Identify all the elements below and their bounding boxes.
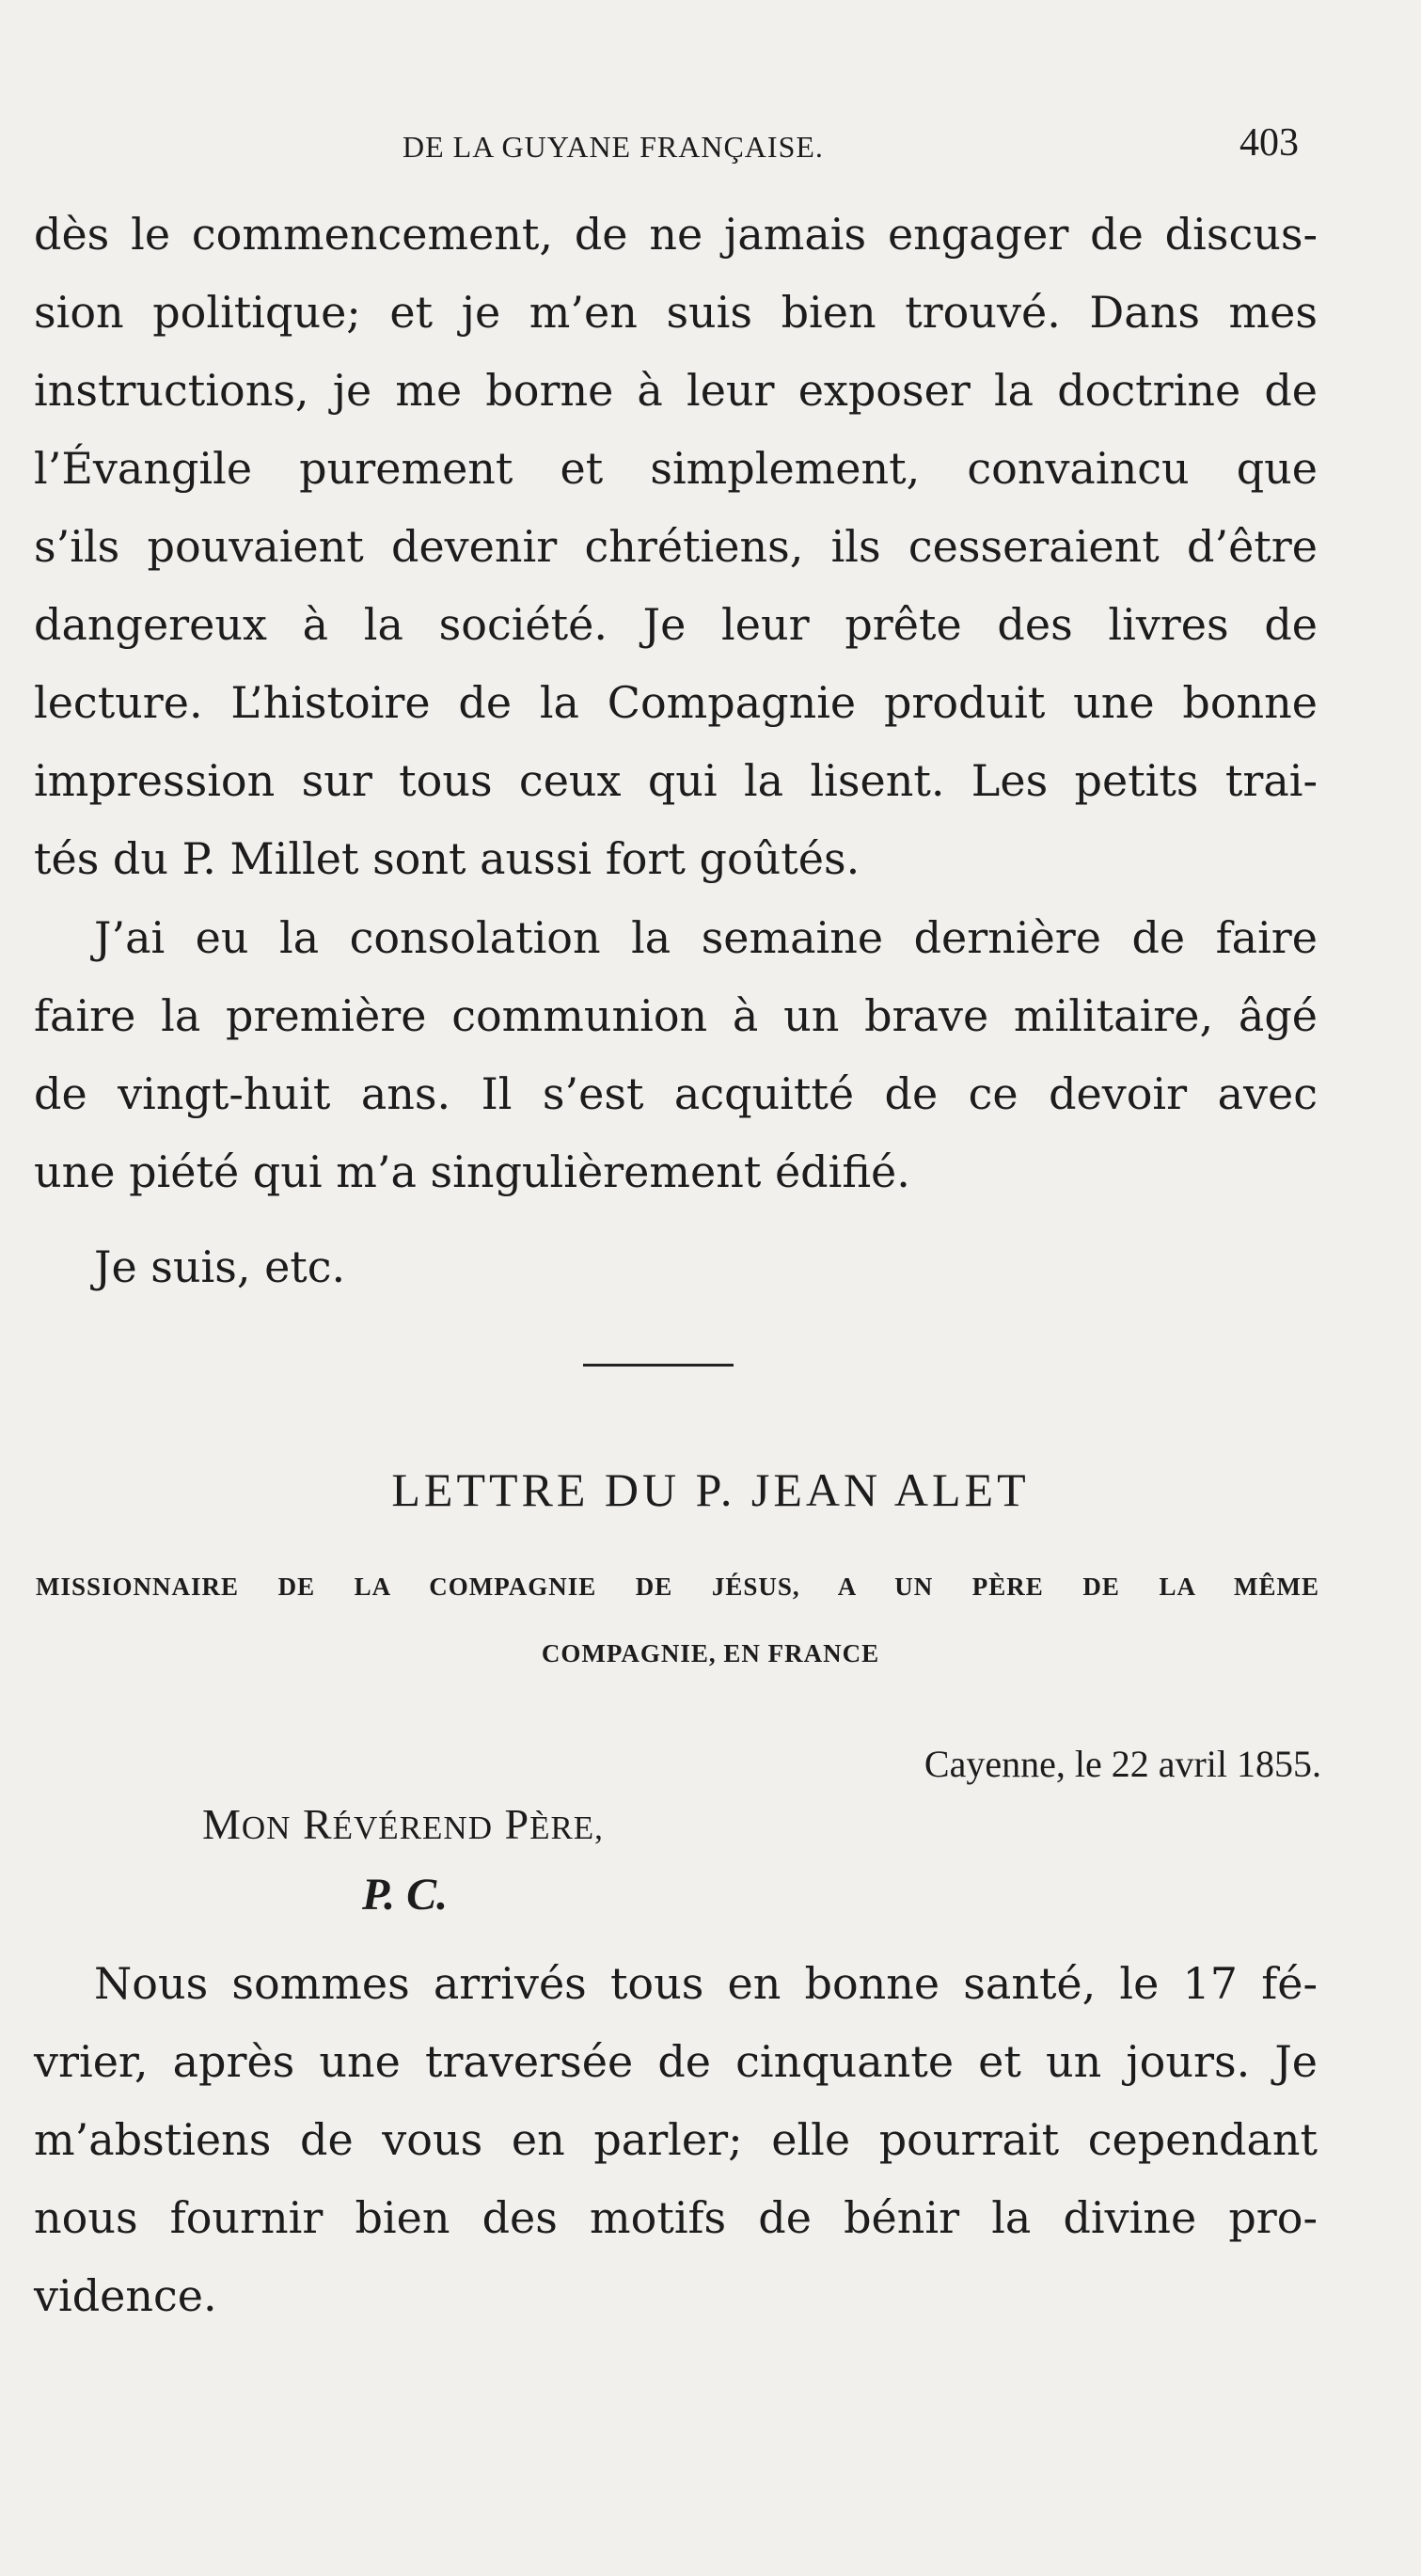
text-line: nous fournir bien des motifs de bénir la divine pro- [34, 2192, 1318, 2243]
running-title: DE LA GUYANE FRANÇAISE. [403, 130, 824, 164]
initials: P. C. [362, 1870, 449, 1920]
text-line: impression sur tous ceux qui la lisent. Les petits trai- [34, 755, 1318, 806]
letter-subtitle: MISSIONNAIRE DE LA COMPAGNIE DE JÉSUS, A UN PÈRE DE LA MÊME [36, 1572, 1319, 1601]
dateline: Cayenne, le 22 avril 1855. [924, 1743, 1321, 1785]
text-line: Nous sommes arrivés tous en bonne santé, le 17 fé- [94, 1958, 1318, 2009]
text-line: tés du P. Millet sont aussi fort goûtés. [34, 833, 860, 884]
text-line: lecture. L’histoire de la Compagnie produit une bonne [34, 677, 1318, 728]
text-line: instructions, je me borne à leur exposer la doctrine de [34, 365, 1318, 416]
text-line: J’ai eu la consolation la semaine dernière de faire [94, 912, 1318, 963]
text-line: vidence. [34, 2270, 217, 2321]
text-line: dangereux à la société. Je leur prête des livres de [34, 599, 1318, 650]
separator-rule [583, 1364, 734, 1367]
text-line: faire la première communion à un brave militaire, âgé [34, 990, 1318, 1041]
salutation: MON RÉVÉREND PÈRE, [202, 1800, 604, 1848]
text-line: vrier, après une traversée de cinquante et un jours. Je [34, 2036, 1318, 2087]
page-number: 403 [1239, 121, 1299, 165]
text-line: l’Évangile purement et simplement, convaincu que [34, 443, 1318, 494]
text-line: s’ils pouvaient devenir chrétiens, ils cesseraient d’être [34, 521, 1318, 572]
text-line: m’abstiens de vous en parler; elle pourrait cependant [34, 2114, 1318, 2165]
text-line: dès le commencement, de ne jamais engager de discus- [34, 209, 1318, 260]
text-line: de vingt-huit ans. Il s’est acquitté de ce devoir avec [34, 1068, 1318, 1119]
letter-subtitle-continued: COMPAGNIE, EN FRANCE [541, 1639, 880, 1667]
closing-line: Je suis, etc. [94, 1241, 346, 1292]
text-line: sion politique; et je m’en suis bien trouvé. Dans mes [34, 287, 1318, 338]
letter-title: LETTRE DU P. JEAN ALET [391, 1463, 1030, 1516]
text-line: une piété qui m’a singulièrement édifié. [34, 1146, 910, 1197]
